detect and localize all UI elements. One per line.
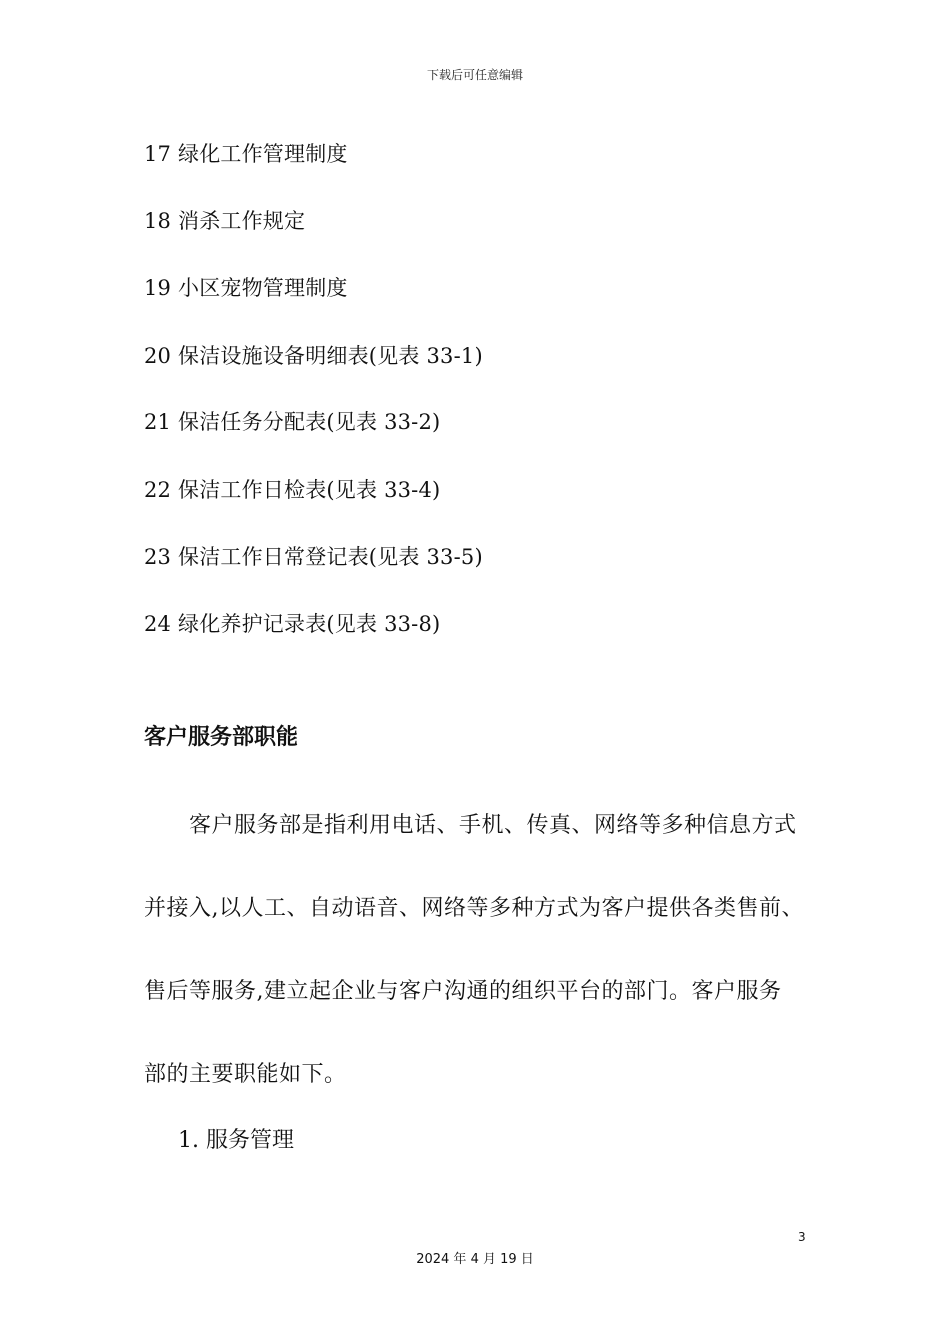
list-item: 20 保洁设施设备明细表(见表 33-1) xyxy=(144,344,483,368)
paragraph-line: 客户服务部是指利用电话、手机、传真、网络等多种信息方式 xyxy=(144,813,797,838)
paragraph-line: 部的主要职能如下。 xyxy=(144,1062,347,1087)
list-item: 23 保洁工作日常登记表(见表 33-5) xyxy=(144,545,483,569)
list-item: 24 绿化养护记录表(见表 33-8) xyxy=(144,612,441,636)
sub-item-heading: 1. 服务管理 xyxy=(178,1128,294,1153)
list-item: 22 保洁工作日检表(见表 33-4) xyxy=(144,478,441,502)
list-item: 21 保洁任务分配表(见表 33-2) xyxy=(144,410,441,434)
paragraph-line: 售后等服务,建立起企业与客户沟通的组织平台的部门。客户服务 xyxy=(144,979,782,1004)
footer-date: 2024 年 4 月 19 日 xyxy=(416,1252,534,1267)
page-number: 3 xyxy=(798,1230,806,1244)
paragraph-line: 并接入,以人工、自动语音、网络等多种方式为客户提供各类售前、 xyxy=(144,896,804,921)
section-heading: 客户服务部职能 xyxy=(144,725,299,750)
list-item: 17 绿化工作管理制度 xyxy=(144,142,348,166)
list-item: 18 消杀工作规定 xyxy=(144,209,306,233)
list-item: 19 小区宠物管理制度 xyxy=(144,276,348,300)
page-header-note: 下载后可任意编辑 xyxy=(426,68,523,82)
